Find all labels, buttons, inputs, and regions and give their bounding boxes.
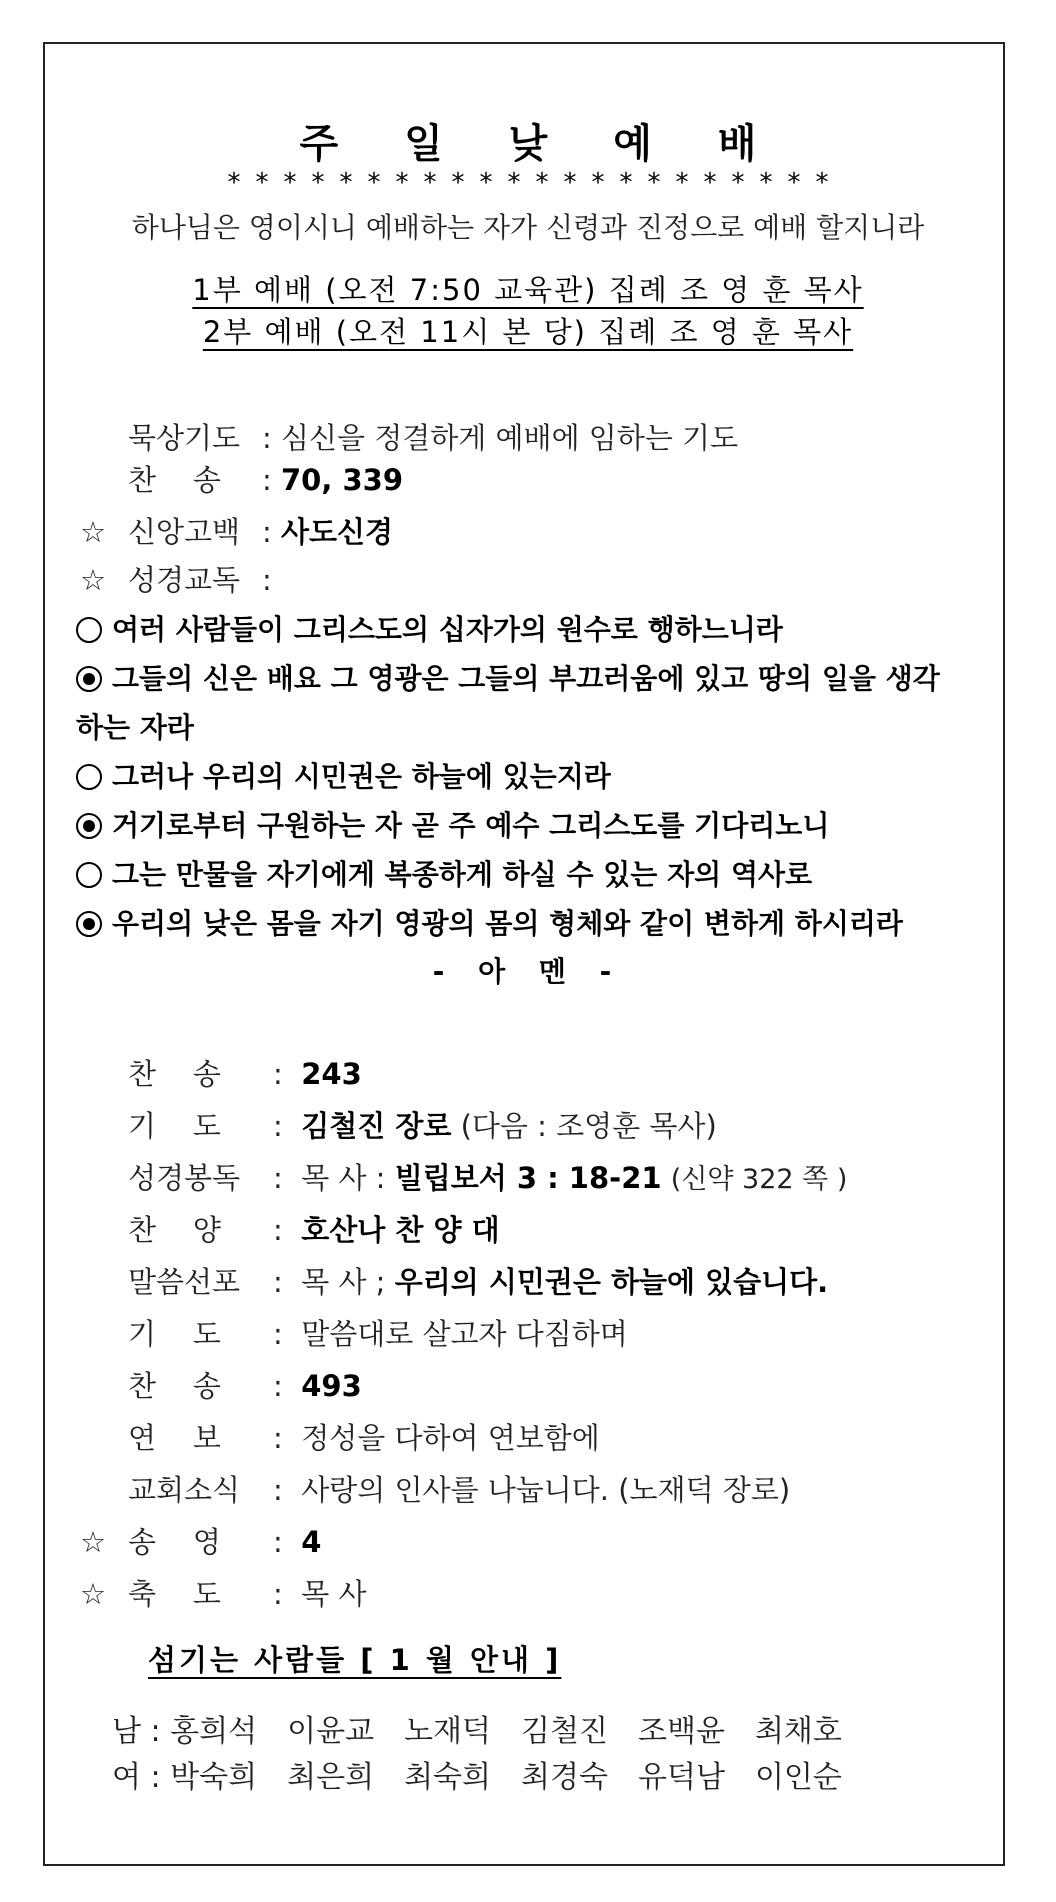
star-icon: ☆ bbox=[80, 563, 106, 597]
server-name: 최숙희 bbox=[404, 1760, 492, 1795]
server-name: 이인순 bbox=[754, 1760, 842, 1795]
verse-line: 그는 만물을 자기에게 복종하게 하실 수 있는 자의 역사로 bbox=[76, 853, 812, 893]
order-row-scripture: 성경봉독 : 목 사 : 빌립보서 3 : 18-21 (신약 322 쪽 ) bbox=[128, 1161, 848, 1195]
server-name: 이윤교 bbox=[287, 1714, 375, 1749]
server-name: 김철진 bbox=[521, 1714, 608, 1749]
filled-circle-icon bbox=[76, 813, 102, 839]
server-name: 최은희 bbox=[287, 1760, 375, 1795]
amen: - 아 멘 - bbox=[432, 955, 624, 988]
page-title: 주 일 낮 예 배 bbox=[299, 121, 783, 167]
order-row-creed: ☆ 신앙고백 : 사도신경 bbox=[80, 515, 394, 549]
server-name: 최채호 bbox=[754, 1714, 842, 1749]
server-name: 박숙희 bbox=[170, 1760, 258, 1795]
open-circle-icon bbox=[76, 862, 102, 888]
order-row-choir: 찬 양 : 호산나 찬 양 대 bbox=[128, 1213, 500, 1247]
order-row-reading: ☆ 성경교독 : bbox=[80, 563, 272, 597]
order-row-doxology: ☆ 송 영 : 4 bbox=[80, 1525, 322, 1559]
verse-line: 그들의 신은 배요 그 영광은 그들의 부끄러움에 있고 땅의 일을 생각 bbox=[76, 657, 940, 697]
filled-circle-icon bbox=[76, 666, 102, 692]
service-line-2: 2부 예배 (오전 11시 본 당) 집례 조 영 훈 목사 bbox=[202, 315, 854, 349]
filled-circle-icon bbox=[76, 911, 102, 937]
motto: 하나님은 영이시니 예배하는 자가 신령과 진정으로 예배 할지니라 bbox=[131, 211, 925, 244]
server-name: 유덕남 bbox=[637, 1760, 725, 1795]
order-row-hymn-3: 찬 송 : 493 bbox=[128, 1369, 362, 1403]
verse-line: 그러나 우리의 시민권은 하늘에 있는지라 bbox=[76, 755, 611, 795]
server-name: 최경숙 bbox=[521, 1760, 608, 1795]
order-row-prayer-2: 기 도 : 말씀대로 살고자 다짐하며 bbox=[128, 1317, 628, 1351]
order-row-meditation: 묵상기도 : 심신을 정결하게 예배에 임하는 기도 bbox=[128, 421, 739, 455]
star-icon: ☆ bbox=[80, 1577, 106, 1611]
open-circle-icon bbox=[76, 764, 102, 790]
servers-men: 남 : 홍희석 이윤교 노재덕 김철진 조백윤 최채호 bbox=[112, 1706, 872, 1750]
server-name: 조백윤 bbox=[637, 1714, 725, 1749]
server-name: 홍희석 bbox=[170, 1714, 258, 1749]
order-row-benediction: ☆ 축 도 : 목 사 bbox=[80, 1577, 367, 1611]
servers-women: 여 : 박숙희 최은희 최숙희 최경숙 유덕남 이인순 bbox=[112, 1752, 872, 1796]
server-name: 노재덕 bbox=[404, 1714, 492, 1749]
star-icon: ☆ bbox=[80, 1525, 106, 1559]
service-line-1: 1부 예배 (오전 7:50 교육관) 집례 조 영 훈 목사 bbox=[192, 273, 864, 307]
servers-title: 섬기는 사람들 [ 1 월 안내 ] bbox=[148, 1643, 562, 1677]
open-circle-icon bbox=[76, 617, 102, 643]
order-row-prayer: 기 도 : 김철진 장로 (다음 : 조영훈 목사) bbox=[128, 1109, 717, 1143]
order-row-announcements: 교회소식 : 사랑의 인사를 나눕니다. (노재덕 장로) bbox=[128, 1473, 791, 1507]
verse-line: 여러 사람들이 그리스도의 십자가의 원수로 행하느니라 bbox=[76, 608, 783, 648]
order-row-hymn-2: 찬 송 : 243 bbox=[128, 1057, 362, 1091]
star-divider: ********************** bbox=[227, 168, 844, 198]
verse-line: 거기로부터 구원하는 자 곧 주 예수 그리스도를 기다리노니 bbox=[76, 804, 829, 844]
order-row-offering: 연 보 : 정성을 다하여 연보함에 bbox=[128, 1421, 600, 1455]
verse-line: 하는 자라 bbox=[76, 711, 194, 744]
star-icon: ☆ bbox=[80, 515, 106, 549]
verse-line: 우리의 낮은 몸을 자기 영광의 몸의 형체와 같이 변하게 하시리라 bbox=[76, 902, 903, 942]
order-row-sermon: 말씀선포 : 목 사 ; 우리의 시민권은 하늘에 있습니다. bbox=[128, 1265, 829, 1299]
order-row-hymn-1: 찬 송 : 70, 339 bbox=[128, 463, 404, 497]
